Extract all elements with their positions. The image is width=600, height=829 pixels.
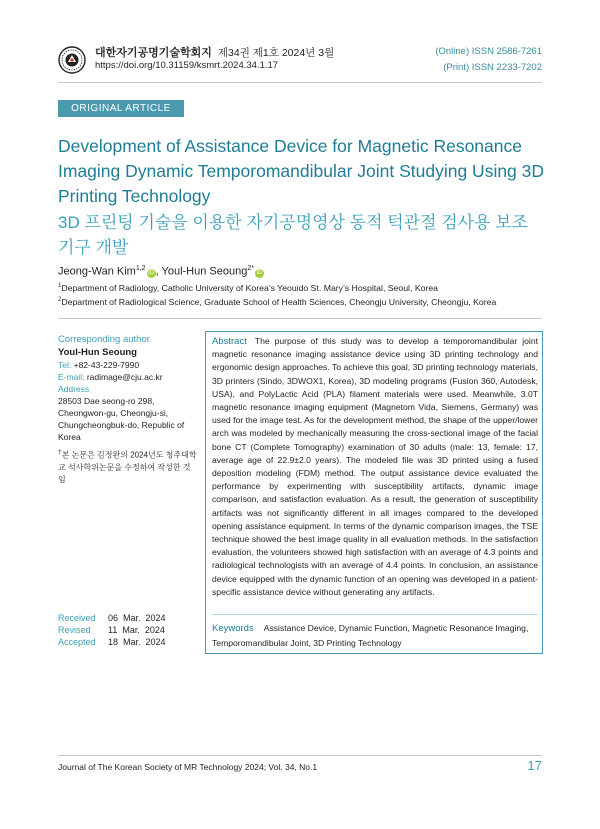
society-seal-icon bbox=[58, 46, 86, 74]
keywords bbox=[212, 621, 538, 650]
date-row bbox=[58, 624, 166, 636]
article-dates bbox=[58, 612, 166, 648]
orcid-icon[interactable]: iD bbox=[256, 269, 263, 276]
date-value: 06 Mar. 2024 bbox=[108, 613, 166, 623]
date-row bbox=[58, 612, 166, 624]
corresponding-author-name: Youl-Hun Seoung bbox=[58, 347, 137, 358]
abstract-label: Abstract bbox=[212, 336, 247, 347]
footer-journal: Journal of The Korean Society of MR Technology 2024; Vol. 34, No.1 bbox=[58, 762, 318, 772]
affiliation-text: Department of Radiology, Catholic University of Korea’s Yeouido St. Mary’s Hospital, Seoul, Korea bbox=[61, 283, 438, 293]
volume-info: 제34권 제1호 2024년 3월 bbox=[217, 47, 335, 59]
note-mark: † bbox=[58, 449, 62, 456]
date-label: Accepted bbox=[58, 637, 96, 647]
page-number: 17 bbox=[527, 758, 542, 773]
affiliation bbox=[58, 297, 496, 307]
correspondence-block bbox=[58, 334, 198, 486]
title-korean: 3D 프린팅 기술을 이용한 자기공명영상 동적 턱관절 검사용 보조기구 개발 bbox=[58, 213, 529, 257]
keywords-label: Keywords bbox=[212, 623, 254, 634]
keywords-text: Assistance Device, Dynamic Function, Magnetic Resonance Imaging, Temporomandibular Joint, 3D Printing Technology bbox=[212, 623, 529, 648]
affiliation-text: Department of Radiological Science, Graduate School of Health Sciences, Cheongju University, Cheongju, Korea bbox=[61, 297, 497, 307]
author-name: Youl-Hun Seoung bbox=[161, 265, 248, 278]
author-name: Jeong-Wan Kim bbox=[58, 265, 136, 278]
thesis-note bbox=[58, 447, 198, 486]
issn-online: (Online) ISSN 2586-7261 bbox=[435, 46, 542, 57]
email-line bbox=[58, 371, 198, 383]
date-row bbox=[58, 636, 166, 648]
corresponding-author-label: Corresponding author bbox=[58, 334, 150, 345]
note-text: 본 논문은 김정완의 2024년도 청주대학교 석사학위논문을 수정하여 작성한 것임 bbox=[58, 450, 197, 484]
issn-print: (Print) ISSN 2233-7202 bbox=[443, 62, 542, 73]
journal-name-ko: 대한자기공명기술학회지 bbox=[95, 47, 212, 59]
address-value: 28503 Dae seong-ro 298, Cheongwon-gu, Cheongju-si, Chungcheongbuk-do, Republic of Korea bbox=[58, 396, 185, 442]
date-label: Revised bbox=[58, 625, 91, 635]
journal-title bbox=[95, 44, 334, 60]
telephone-line bbox=[58, 359, 198, 371]
date-value: 11 Mar. 2024 bbox=[108, 625, 165, 635]
affiliation-divider bbox=[58, 318, 542, 319]
date-label: Received bbox=[58, 613, 96, 623]
author-affil-marker: 1,2 bbox=[135, 265, 146, 272]
author-list bbox=[58, 265, 264, 278]
affiliation bbox=[58, 283, 438, 293]
header-divider bbox=[58, 82, 542, 83]
tel-label: Tel: bbox=[58, 360, 72, 370]
affiliation-number: 1 bbox=[58, 283, 62, 290]
keywords-divider bbox=[212, 614, 538, 615]
doi-link[interactable]: https://doi.org/10.31159/ksmrt.2024.34.1.17 bbox=[95, 60, 279, 71]
address-label: Address bbox=[58, 384, 90, 394]
author-separator: , bbox=[155, 265, 162, 278]
affiliation-number: 2 bbox=[58, 297, 62, 304]
date-value: 18 Mar. 2024 bbox=[108, 637, 166, 647]
tel-value: +82-43-229-7990 bbox=[73, 360, 140, 370]
orcid-icon[interactable]: iD bbox=[148, 269, 154, 276]
article-type-badge: ORIGINAL ARTICLE bbox=[58, 100, 184, 117]
author-affil-marker: 2* bbox=[247, 265, 254, 272]
email-value[interactable]: radimage@cju.ac.kr bbox=[86, 372, 163, 382]
abstract-text: The purpose of this study was to develop a temporomandibular joint magnetic resonance imaging assistance device using 3D printing technology and ergonomic design approaches. To achieve this goal, 3D printing technology materials, 3D printers (Sindo, 3DWOX1, Korea), 3D modeling programs (Fusion 360, Autodesk, USA), and PolyLactic Acid (PLA) filament materials were used. Meanwhile, 3.0T magnetic resonance imaging equipment (Magnetom Vida, Siemens, Germany) was used for the image test. As for the development method, the shape of the upper/lower arch was modeled by mechanically measuring the cross-sectional image of the facial bone CT (Complete Tomography) examination of 30 adults (male: 13, female: 17, average age of 22.9±2.0 years). The modeled file was 3D printed using a fused deposition modeling (FDM) method. The output assistance device evaluated the performance by experimenting with susceptibility artifacts, dynamic image comparison, and satisfaction evaluation. As a result, the generation of susceptibility artifacts was not significantly different in all images compared to the developed opening assistance equipment. In terms of the dynamic comparison images, the TSE technique showed the best image quality in all evaluation methods. In the satisfaction evaluation, the volunteers showed high satisfaction with an average of 4.3 points and radiological technologists with an average of 4.4 points. In conclusion, an assistance device equipped with the dynamic function of an opening was developed in a patient-specific assistance device without generating any artifacts. bbox=[212, 336, 538, 597]
title-english: Development of Assistance Device for Magnetic Resonance Imaging Dynamic Temporomandibular Joint Studying Using 3D Printing Technology bbox=[58, 136, 545, 206]
email-label: E-mail: bbox=[58, 372, 85, 382]
abstract bbox=[212, 335, 538, 599]
footer-divider bbox=[58, 755, 542, 756]
